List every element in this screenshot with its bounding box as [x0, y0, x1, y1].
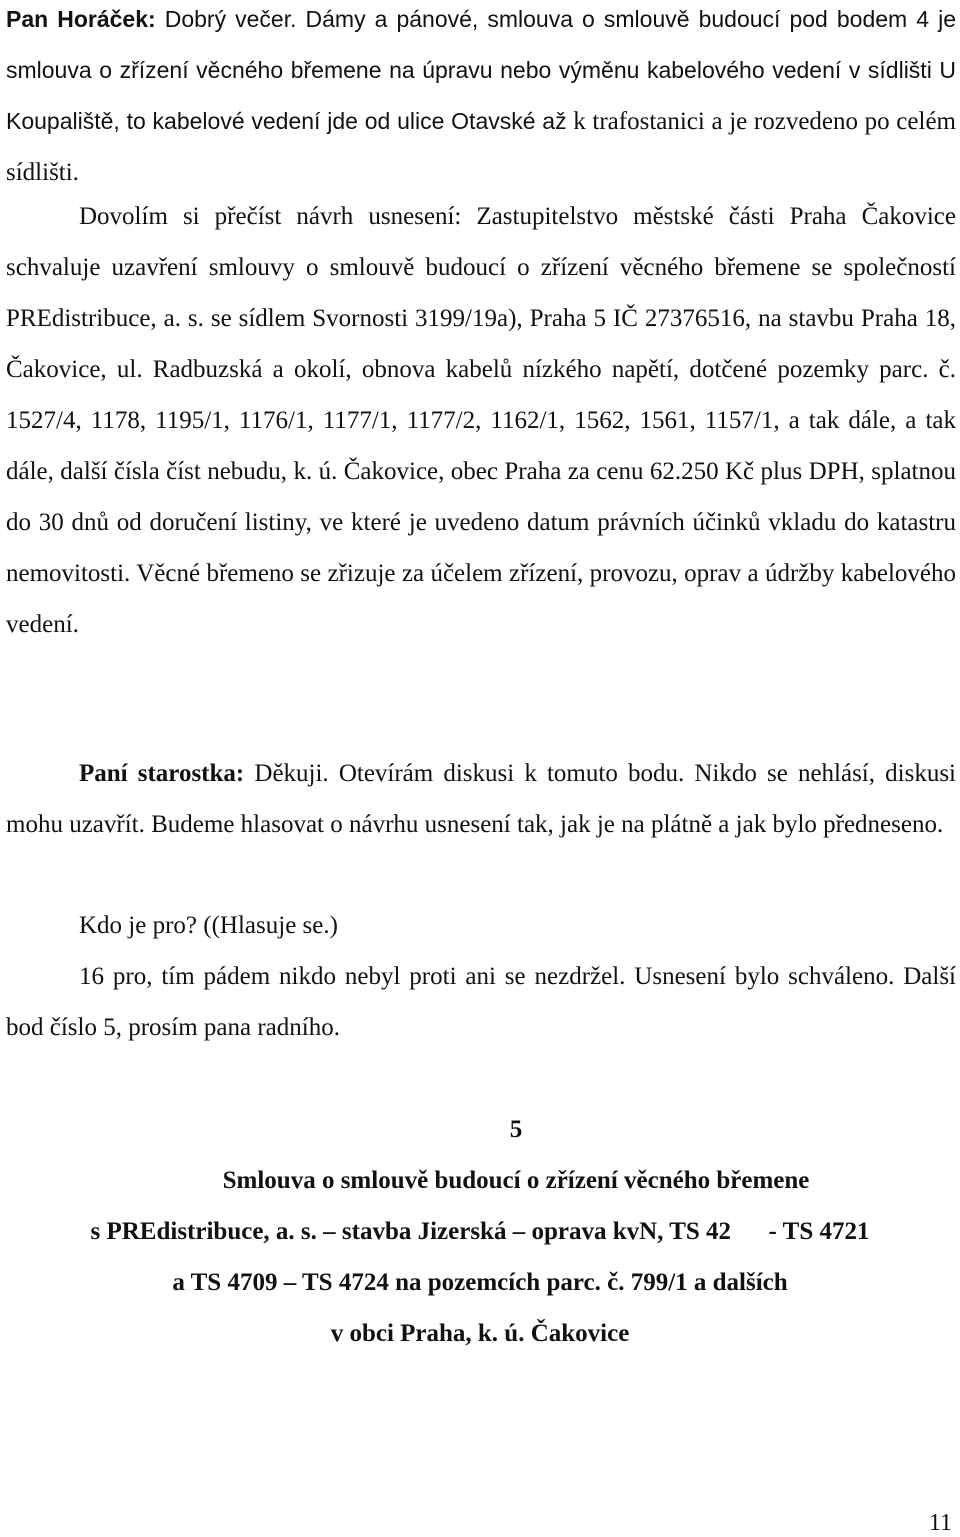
paragraph-text: k trafostanici a je rozvedeno po celém sídlišti.	[6, 108, 956, 186]
agenda-item-heading	[0, 1104, 960, 1359]
paragraph-text: Dobrý večer. Dámy a pánové, smlouva o smlouvě budoucí pod bodem 4 je smlouva o zřízení věcného břemene na úpravu nebo výměnu kabelového vedení v sídlišti U Koupaliště, to kabelové vedení jde od ulice Otavské až	[6, 6, 956, 134]
heading-line-1: Smlouva o smlouvě budoucí o zřízení věcného břemene	[222, 1167, 810, 1194]
speaker-name: Pan Horáček:	[6, 6, 156, 32]
paragraph-horacek	[6, 0, 956, 198]
paragraph-starostka	[6, 748, 956, 850]
page-number: 11	[928, 1510, 952, 1536]
paragraph-vote-result: 16 pro, tím pádem nikdo nebyl proti ani se nezdržel. Usnesení bylo schváleno. Další bod číslo 5, prosím pana radního.	[6, 963, 956, 1041]
speaker-name: Paní starostka:	[79, 760, 245, 787]
paragraph-vote-question: Kdo je pro? ((Hlasuje se.)	[79, 912, 338, 939]
heading-line-2: s PREdistribuce, a. s. – stavba Jizerská – oprava kvN, TS 42 - TS 4721	[90, 1218, 870, 1245]
paragraph-text: Děkuji. Otevírám diskusi k tomuto bodu. Nikdo se nehlásí, diskusi mohu uzavřít. Budeme hlasovat o návrhu usnesení tak, jak je na plátně a jak bylo předneseno.	[6, 760, 956, 838]
heading-line-3: a TS 4709 – TS 4724 na pozemcích parc. č. 799/1 a dalších	[172, 1269, 788, 1296]
heading-line-4: v obci Praha, k. ú. Čakovice	[330, 1320, 630, 1347]
agenda-item-number: 5	[509, 1116, 523, 1143]
paragraph-resolution-draft: Dovolím si přečíst návrh usnesení: Zastupitelstvo městské části Praha Čakovice schvaluje uzavření smlouvy o smlouvě budoucí o zřízení věcného břemene se společností PREdistribuce, a. s. se sídlem Svornosti 3199/19a), Praha 5 IČ 27376516, na stavbu Praha 18, Čakovice, ul. Radbuzská a okolí, obnova kabelů nízkého napětí, dotčené pozemky parc. č. 1527/4, 1178, 1195/1, 1176/1, 1177/1, 1177/2, 1162/1, 1562, 1561, 1157/1, a tak dále, a tak dále, další čísla číst nebudu, k. ú. Čakovice, obec Praha za cenu 62.250 Kč plus DPH, splatnou do 30 dnů od doručení listiny, ve které je uvedeno datum právních účinků vkladu do katastru nemovitosti. Věcné břemeno se zřizuje za účelem zřízení, provozu, oprav a údržby kabelového vedení.	[6, 203, 956, 638]
